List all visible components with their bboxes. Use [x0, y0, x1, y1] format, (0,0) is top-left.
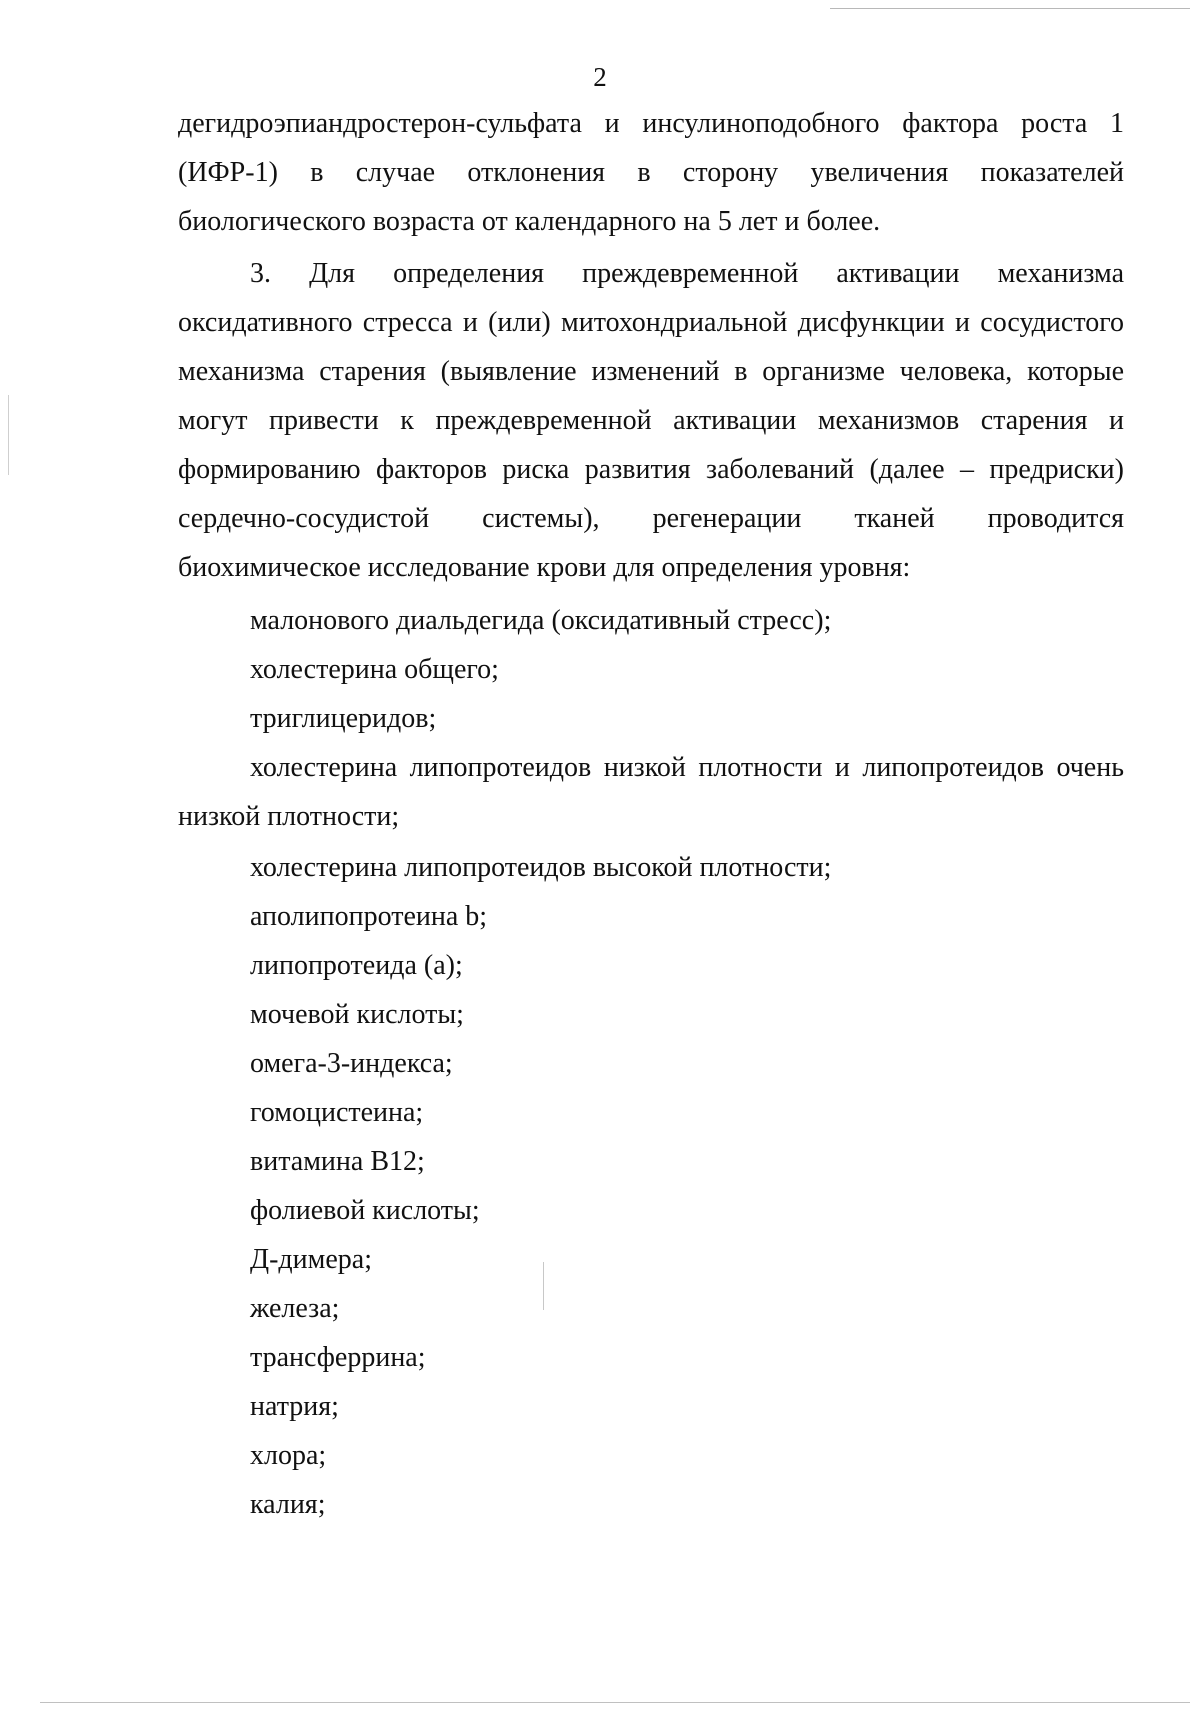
list-item: мочевой кислоты; — [250, 999, 464, 1030]
list-item: калия; — [250, 1489, 326, 1520]
list-item: омега-3-индекса; — [250, 1048, 453, 1079]
list-item: липопротеида (а); — [250, 950, 463, 981]
paragraph-3: 3. Для определения преждевременной активации механизма оксидативного стресса и (или) митохондриальной дисфункции и сосудистого механизма старения (выявление изменений в организме человека, которые могут привести к преждевременной активации механизмов старения и формированию факторов риска развития заболеваний (далее – предриски) сердечно-сосудистой системы), регенерации тканей проводится биохимическое исследование крови для определения уровня: — [178, 258, 1124, 583]
list-item: хлора; — [250, 1440, 327, 1471]
paragraph-continued: дегидроэпиандростерон-сульфата и инсулиноподобного фактора роста 1 (ИФР-1) в случае отклонения в сторону увеличения показателей биологического возраста от календарного на 5 лет и более. — [178, 108, 1124, 237]
list-item: холестерина липопротеидов низкой плотности и липопротеидов очень низкой плотности; — [178, 752, 1124, 832]
list-item: холестерина общего; — [250, 654, 499, 685]
scan-artifact-bottom — [40, 1702, 1190, 1703]
scan-artifact-top — [830, 8, 1190, 9]
list-item: железа; — [250, 1293, 340, 1324]
list-item: холестерина липопротеидов высокой плотности; — [250, 852, 832, 883]
page-number: 2 — [593, 62, 607, 92]
list-item: гомоцистеина; — [250, 1097, 424, 1128]
list-item: Д-димера; — [250, 1244, 373, 1275]
list-item: триглицеридов; — [250, 703, 437, 734]
list-item: трансферрина; — [250, 1342, 426, 1373]
list-item: натрия; — [250, 1391, 339, 1422]
list-item: аполипопротеина b; — [250, 901, 488, 932]
scan-artifact-left — [8, 395, 9, 475]
list-item: малонового диальдегида (оксидативный стресс); — [250, 605, 832, 636]
scan-artifact-center — [543, 1262, 544, 1310]
list-item: фолиевой кислоты; — [250, 1195, 480, 1226]
list-item: витамина B12; — [250, 1146, 425, 1177]
